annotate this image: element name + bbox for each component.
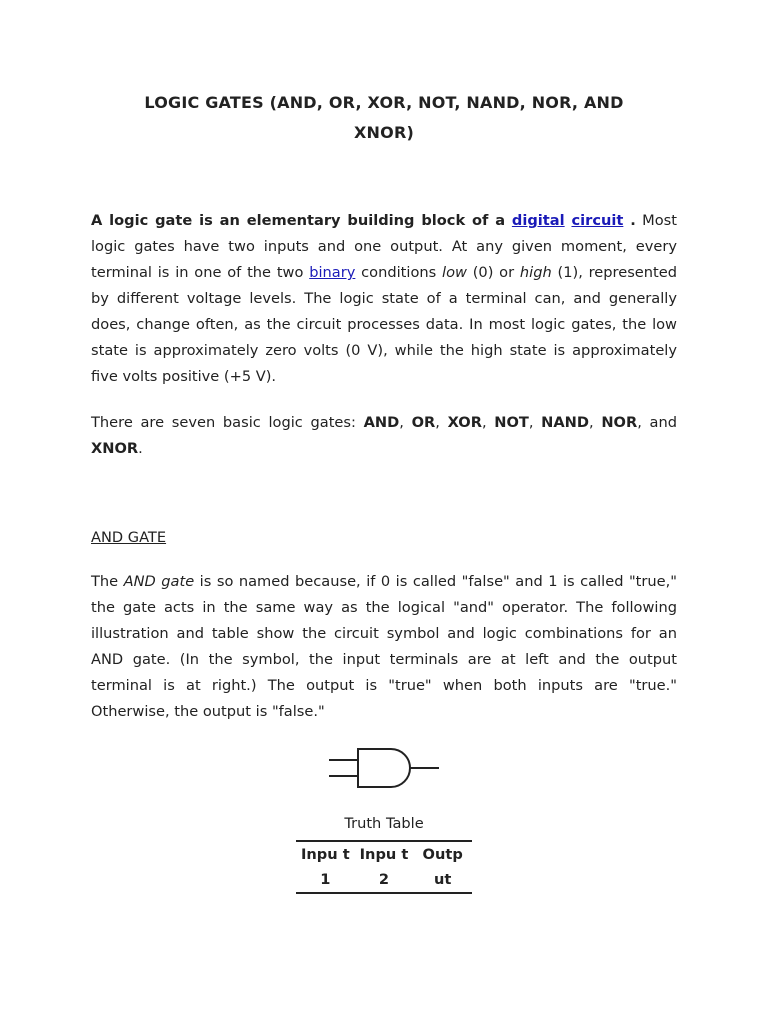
separator: , <box>435 414 448 431</box>
seven-gates-paragraph <box>91 410 677 462</box>
title-line-2: XNOR) <box>354 123 414 142</box>
page-title <box>91 88 677 148</box>
intro-high: high <box>519 264 552 281</box>
intro-paragraph <box>91 208 677 390</box>
separator: , <box>399 414 412 431</box>
intro-text-4: (1), represented by different voltage levels. The logic state of a terminal can, and generally does, change often, as the circuit processes data. In most logic gates, the low state is approximately zero volts (0 V), while the high state is approximately five volts positive (+5 V). <box>91 264 677 385</box>
gate-name-xnor: XNOR <box>91 440 139 457</box>
intro-text-2: conditions <box>355 264 443 281</box>
seven-gates-text: There are seven basic logic gates: <box>91 414 364 431</box>
truth-table-container <box>296 812 472 894</box>
gate-name-xor: XOR <box>447 414 482 431</box>
header-input-2: Inpu t 2 <box>359 846 409 888</box>
gate-name-or: OR <box>411 414 436 431</box>
and-gate-paragraph <box>91 569 677 725</box>
gate-name-not: NOT <box>494 414 529 431</box>
gate-name-nand: NAND <box>541 414 590 431</box>
and-gate-heading: AND GATE <box>91 529 167 546</box>
and-gate-symbol <box>327 742 443 792</box>
sentence-end: . <box>138 440 143 457</box>
intro-lead: A logic gate is an elementary building block of a <box>91 212 512 229</box>
header-output: Outp ut <box>422 846 463 888</box>
truth-table-header-row <box>296 841 472 893</box>
separator: , <box>589 414 602 431</box>
header-input-1: Inpu t 1 <box>300 846 350 888</box>
binary-link[interactable]: binary <box>309 264 356 281</box>
and-text-2: is so named because, if 0 is called "false" and 1 is called "true," the gate acts in the same way as the logical "and" operator. The following illustration and table show the circuit symbol and logic combinations for an AND gate. (In the symbol, the input terminals are at left and the output terminal is at right.) The output is "true" when both inputs are "true." Otherwise, the output is "false." <box>91 573 677 720</box>
and-gate-body <box>358 749 410 787</box>
gate-name-and: AND <box>363 414 400 431</box>
separator: , <box>528 414 542 431</box>
title-line-1: LOGIC GATES (AND, OR, XOR, NOT, NAND, NOR, AND <box>144 93 624 112</box>
and-text-1: The <box>91 573 124 590</box>
intro-low: low <box>442 264 467 281</box>
and-gate-italic: AND gate <box>123 573 195 590</box>
circuit-link[interactable]: circuit <box>571 212 624 229</box>
separator: , <box>481 414 495 431</box>
truth-table <box>296 840 472 894</box>
and-gate-icon <box>327 742 443 792</box>
gate-name-nor: NOR <box>601 414 638 431</box>
separator: , and <box>637 414 677 431</box>
digital-link[interactable]: digital <box>511 212 565 229</box>
truth-table-caption: Truth Table <box>344 815 424 832</box>
intro-text-3: (0) or <box>466 264 520 281</box>
intro-text-1: Most logic gates have two inputs and one output. At any given moment, every terminal is in one of the two <box>91 212 677 281</box>
intro-bold-period: . <box>623 212 636 229</box>
